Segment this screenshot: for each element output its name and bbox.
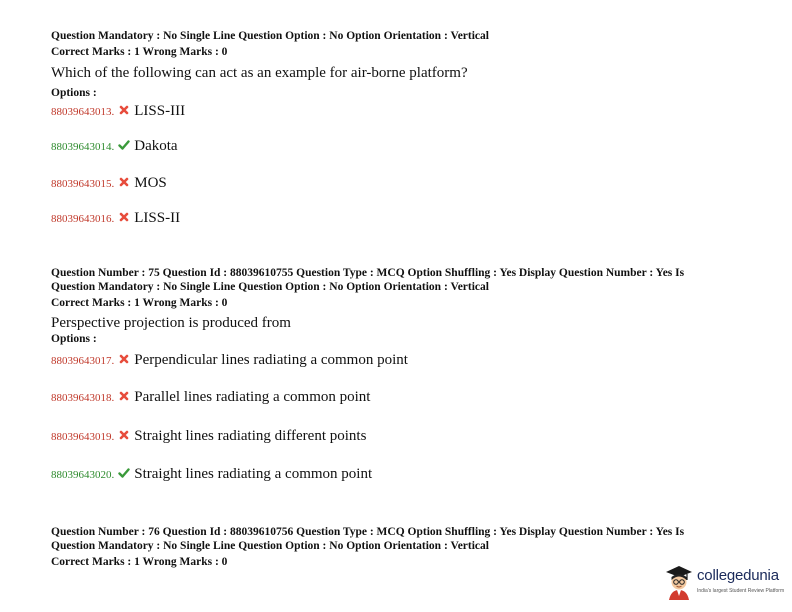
q76-meta-line-2: Question Mandatory : No Single Line Question Option : No Option Orientation : Vertical <box>51 540 489 552</box>
q74-option-1 <box>51 103 185 120</box>
option-id: 88039643016. <box>51 213 115 225</box>
q75-option-1 <box>51 352 408 369</box>
option-text: Straight lines radiating a common point <box>134 466 373 482</box>
logo-wordmark: collegedunia <box>697 567 779 584</box>
q74-option-3 <box>51 175 167 192</box>
check-icon <box>118 467 130 479</box>
q75-option-3 <box>51 428 366 445</box>
q75-option-4 <box>51 466 372 483</box>
option-text: MOS <box>134 175 167 191</box>
q75-meta-line-2: Question Mandatory : No Single Line Question Option : No Option Orientation : Vertical <box>51 281 489 293</box>
check-icon <box>118 139 130 151</box>
cross-icon <box>118 353 130 365</box>
option-id: 88039643014. <box>51 141 115 153</box>
q74-option-4 <box>51 210 180 227</box>
option-id: 88039643017. <box>51 355 115 367</box>
option-id: 88039643019. <box>51 431 115 443</box>
q75-marks: Correct Marks : 1 Wrong Marks : 0 <box>51 297 228 309</box>
cross-icon <box>118 104 130 116</box>
option-text: LISS-II <box>134 210 181 226</box>
q75-options-label: Options : <box>51 333 97 345</box>
option-id: 88039643020. <box>51 469 115 481</box>
cross-icon <box>118 429 130 441</box>
q75-question-text: Perspective projection is produced from <box>51 315 291 331</box>
q74-marks: Correct Marks : 1 Wrong Marks : 0 <box>51 46 228 58</box>
option-text: Parallel lines radiating a common point <box>134 389 371 405</box>
student-mascot-icon <box>663 563 695 601</box>
cross-icon <box>118 390 130 402</box>
option-text: LISS-III <box>134 103 186 119</box>
q74-meta-line: Question Mandatory : No Single Line Question Option : No Option Orientation : Vertical <box>51 30 489 42</box>
option-text: Straight lines radiating different points <box>134 428 367 444</box>
q74-option-2 <box>51 138 178 155</box>
q74-question-text: Which of the following can act as an example for air-borne platform? <box>51 65 468 81</box>
option-id: 88039643015. <box>51 178 115 190</box>
option-text: Dakota <box>134 138 178 154</box>
option-id: 88039643013. <box>51 106 115 118</box>
logo-tagline: India's largest Student Review Platform <box>697 588 785 594</box>
q75-option-2 <box>51 389 370 406</box>
collegedunia-logo <box>663 561 788 603</box>
option-id: 88039643018. <box>51 392 115 404</box>
option-text: Perpendicular lines radiating a common point <box>134 352 408 368</box>
cross-icon <box>118 211 130 223</box>
q75-meta-line-1: Question Number : 75 Question Id : 88039610755 Question Type : MCQ Option Shuffling : Yes Display Question Number : Yes Is <box>51 267 685 279</box>
q76-meta-line-1: Question Number : 76 Question Id : 88039610756 Question Type : MCQ Option Shuffling : Yes Display Question Number : Yes Is <box>51 526 685 538</box>
cross-icon <box>118 176 130 188</box>
q74-options-label: Options : <box>51 87 97 99</box>
q76-marks: Correct Marks : 1 Wrong Marks : 0 <box>51 556 228 568</box>
